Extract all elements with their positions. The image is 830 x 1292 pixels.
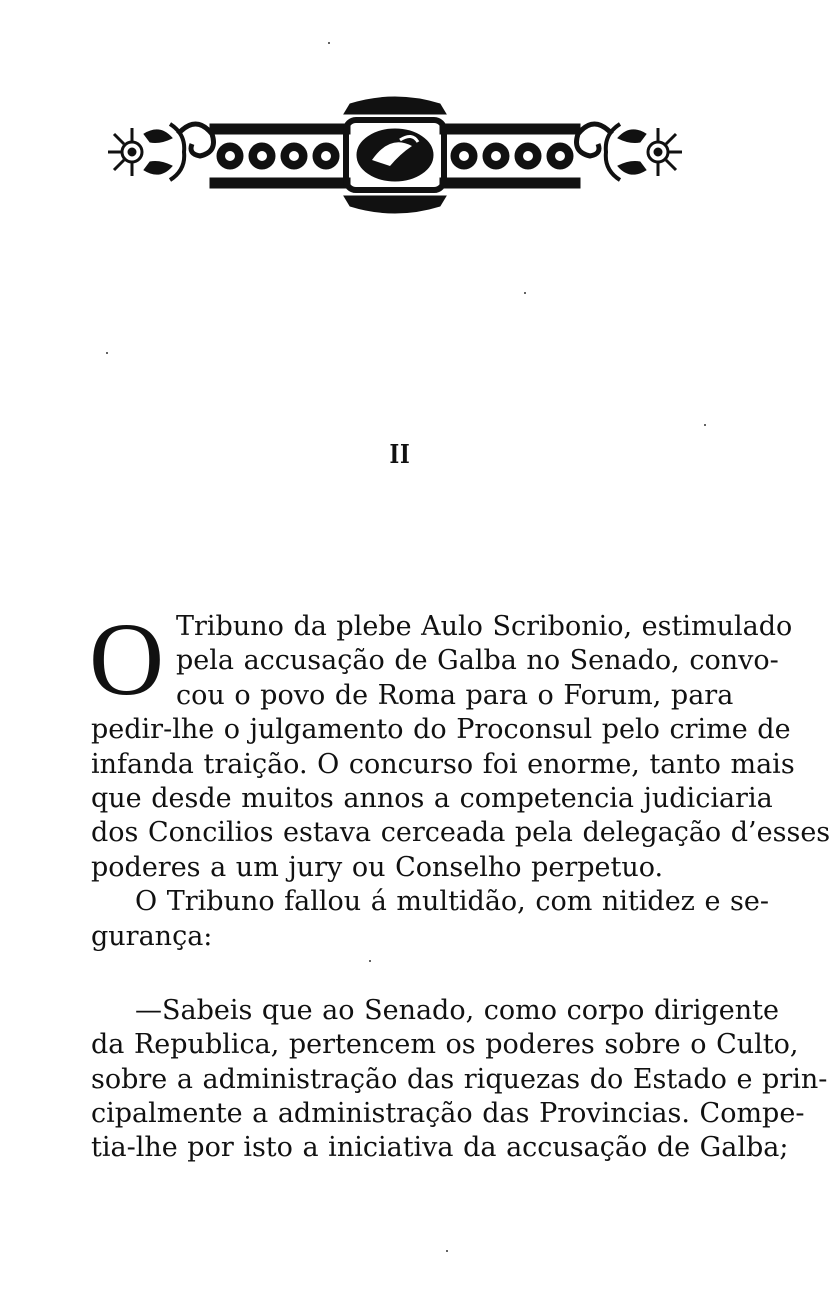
chapter-numeral: II	[389, 440, 411, 470]
drop-cap: O	[89, 602, 165, 717]
paragraph-2	[91, 885, 770, 954]
text-line: pedir-lhe o julgamento do Proconsul pelo crime de	[91, 714, 791, 746]
right-palmette-ornament	[606, 124, 682, 180]
paragraph-3	[91, 994, 828, 1166]
text-line: —Sabeis que ao Senado, como corpo dirigente	[135, 994, 779, 1026]
text-line: poderes a um jury ou Conselho perpetuo.	[91, 851, 664, 883]
text-line: pela accusação de Galba no Senado, convo-	[176, 645, 779, 677]
text-line: da Republica, pertencem os poderes sobre o Culto,	[91, 1029, 799, 1061]
scan-speck	[524, 292, 526, 294]
text-line: O Tribuno fallou á multidão, com nitidez e se-	[135, 886, 770, 918]
paragraph-1	[89, 602, 830, 885]
text-line: dos Concilios estava cerceada pela delegação d’esses	[91, 817, 830, 849]
right-band-ornament	[440, 124, 580, 188]
scan-speck	[328, 42, 330, 44]
center-medallion-ornament	[344, 97, 446, 213]
scan-speck	[369, 960, 371, 962]
text-line: gurança:	[91, 920, 213, 952]
scan-speck	[446, 1250, 448, 1252]
body-text	[89, 602, 830, 1166]
text-line: tia-lhe por isto a iniciativa da accusação de Galba;	[91, 1132, 789, 1164]
paragraph-gap	[91, 954, 708, 994]
text-line: sobre a administração das riquezas do Estado e prin-	[91, 1063, 828, 1095]
scan-speck	[704, 424, 706, 426]
text-line: infanda traição. O concurso foi enorme, tanto mais	[91, 748, 795, 780]
text-line: Tribuno da plebe Aulo Scribonio, estimulado	[176, 611, 793, 642]
header-ornament	[100, 94, 690, 216]
scan-speck	[106, 352, 108, 354]
left-palmette-ornament	[108, 124, 184, 180]
text-line: cou o povo de Roma para o Forum, para	[176, 679, 734, 711]
left-band-ornament	[210, 124, 350, 188]
text-line: cipalmente a administração das Provincias. Compe-	[91, 1098, 805, 1130]
text-line: que desde muitos annos a competencia judiciaria	[91, 782, 773, 814]
